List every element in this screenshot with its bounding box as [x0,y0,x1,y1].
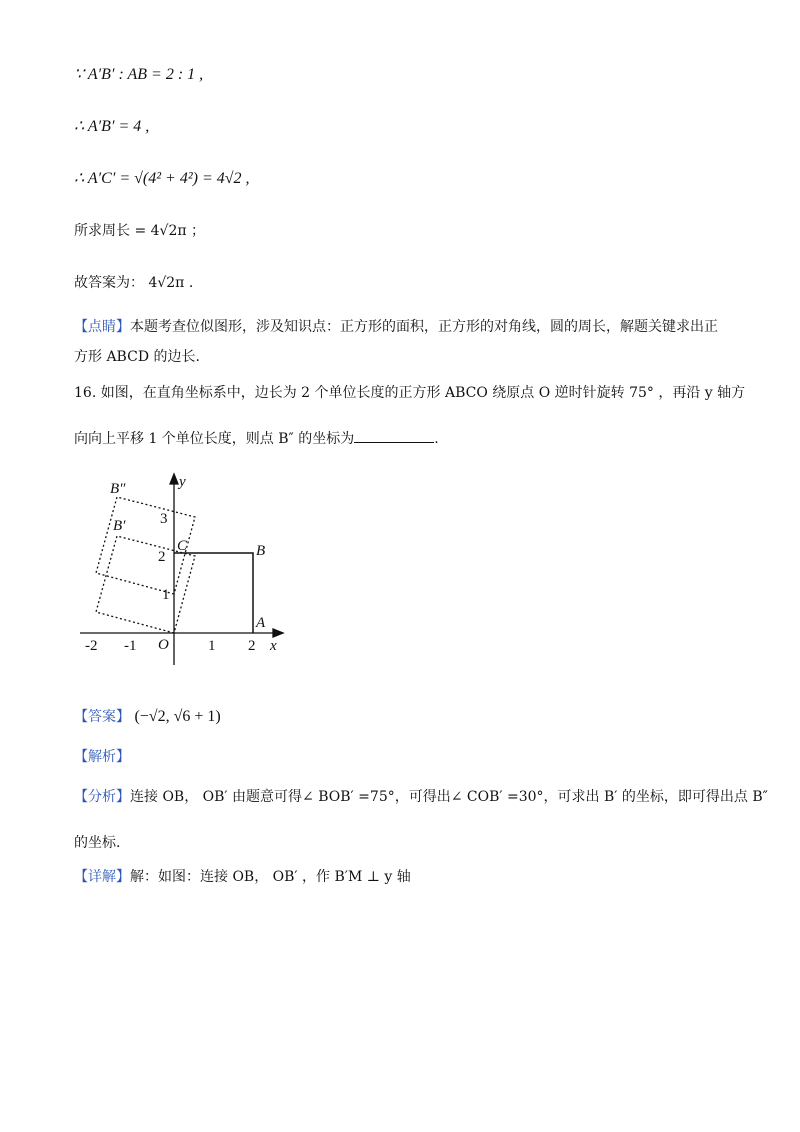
coordinate-figure [78,470,308,670]
y-axis-arrow [170,474,178,484]
label-c: C [177,538,188,554]
analysis-text-1: 连接 OB， OB′ 由题意可得∠ BOB′ =75°，可得出∠ COB′ =30°，可求出 B′ 的坐标，即可得出点 B″ [130,789,768,805]
detail-tag: 【详解】 [74,869,130,885]
analysis-line-1 [74,786,768,806]
step-4: 所求周长 = 4√2π ； [74,223,206,239]
question-line-2 [74,428,439,448]
y-tick-1: 1 [162,587,170,603]
comment-line-2: 方形 ABCD 的边长. [74,349,200,365]
x-tick-2: 2 [248,638,256,654]
detail-text: 解：如图：连接 OB， OB′ ，作 B′M ⊥ y 轴 [130,869,411,885]
step-1: ∵ A′B′ : AB = 2 : 1 , [74,66,204,83]
detail-line [74,866,411,886]
comment-text-1: 本题考查位似图形，涉及知识点：正方形的面积，正方形的对角线，圆的周长，解题关键求出正 [130,319,718,335]
x-axis-arrow [273,629,283,637]
label-b: B [256,543,266,559]
step-2: ∴ A′B′ = 4 , [74,118,150,135]
label-a: A [256,615,266,631]
step-3: ∴ A′C′ = √(4² + 4²) = 4√2 , [74,170,250,187]
answer-tag: 【答案】 [74,709,130,725]
y-axis-label: y [179,474,186,490]
comment-line-1 [74,316,718,336]
origin-label: O [158,637,169,653]
question-text-2: 向向上平移 1 个单位长度，则点 B″ 的坐标为 [74,431,355,447]
step-5: 故答案为： 4√2π . [74,275,194,291]
y-tick-2: 2 [158,549,166,565]
answer-line [74,706,221,726]
x-tick-neg2: -2 [85,638,98,654]
label-b-double-prime: B″ [110,481,126,497]
y-tick-3: 3 [160,511,168,527]
analysis-line-2: 的坐标. [74,835,121,851]
square-abco [174,553,253,633]
analysis-heading: 【解析】 [74,749,130,765]
x-tick-1: 1 [208,638,216,654]
comment-tag: 【点睛】 [74,319,130,335]
x-axis-label: x [270,638,277,654]
answer-value: (−√2, √6 + 1) [134,708,221,725]
question-line-1: 16. 如图，在直角坐标系中，边长为 2 个单位长度的正方形 ABCO 绕原点 O 逆时针旋转 75° ，再沿 y 轴方 [74,385,746,401]
analysis-tag: 【分析】 [74,789,130,805]
x-tick-neg1: -1 [124,638,137,654]
period: . [434,431,439,447]
answer-blank [354,430,434,443]
label-b-prime: B′ [113,518,126,534]
